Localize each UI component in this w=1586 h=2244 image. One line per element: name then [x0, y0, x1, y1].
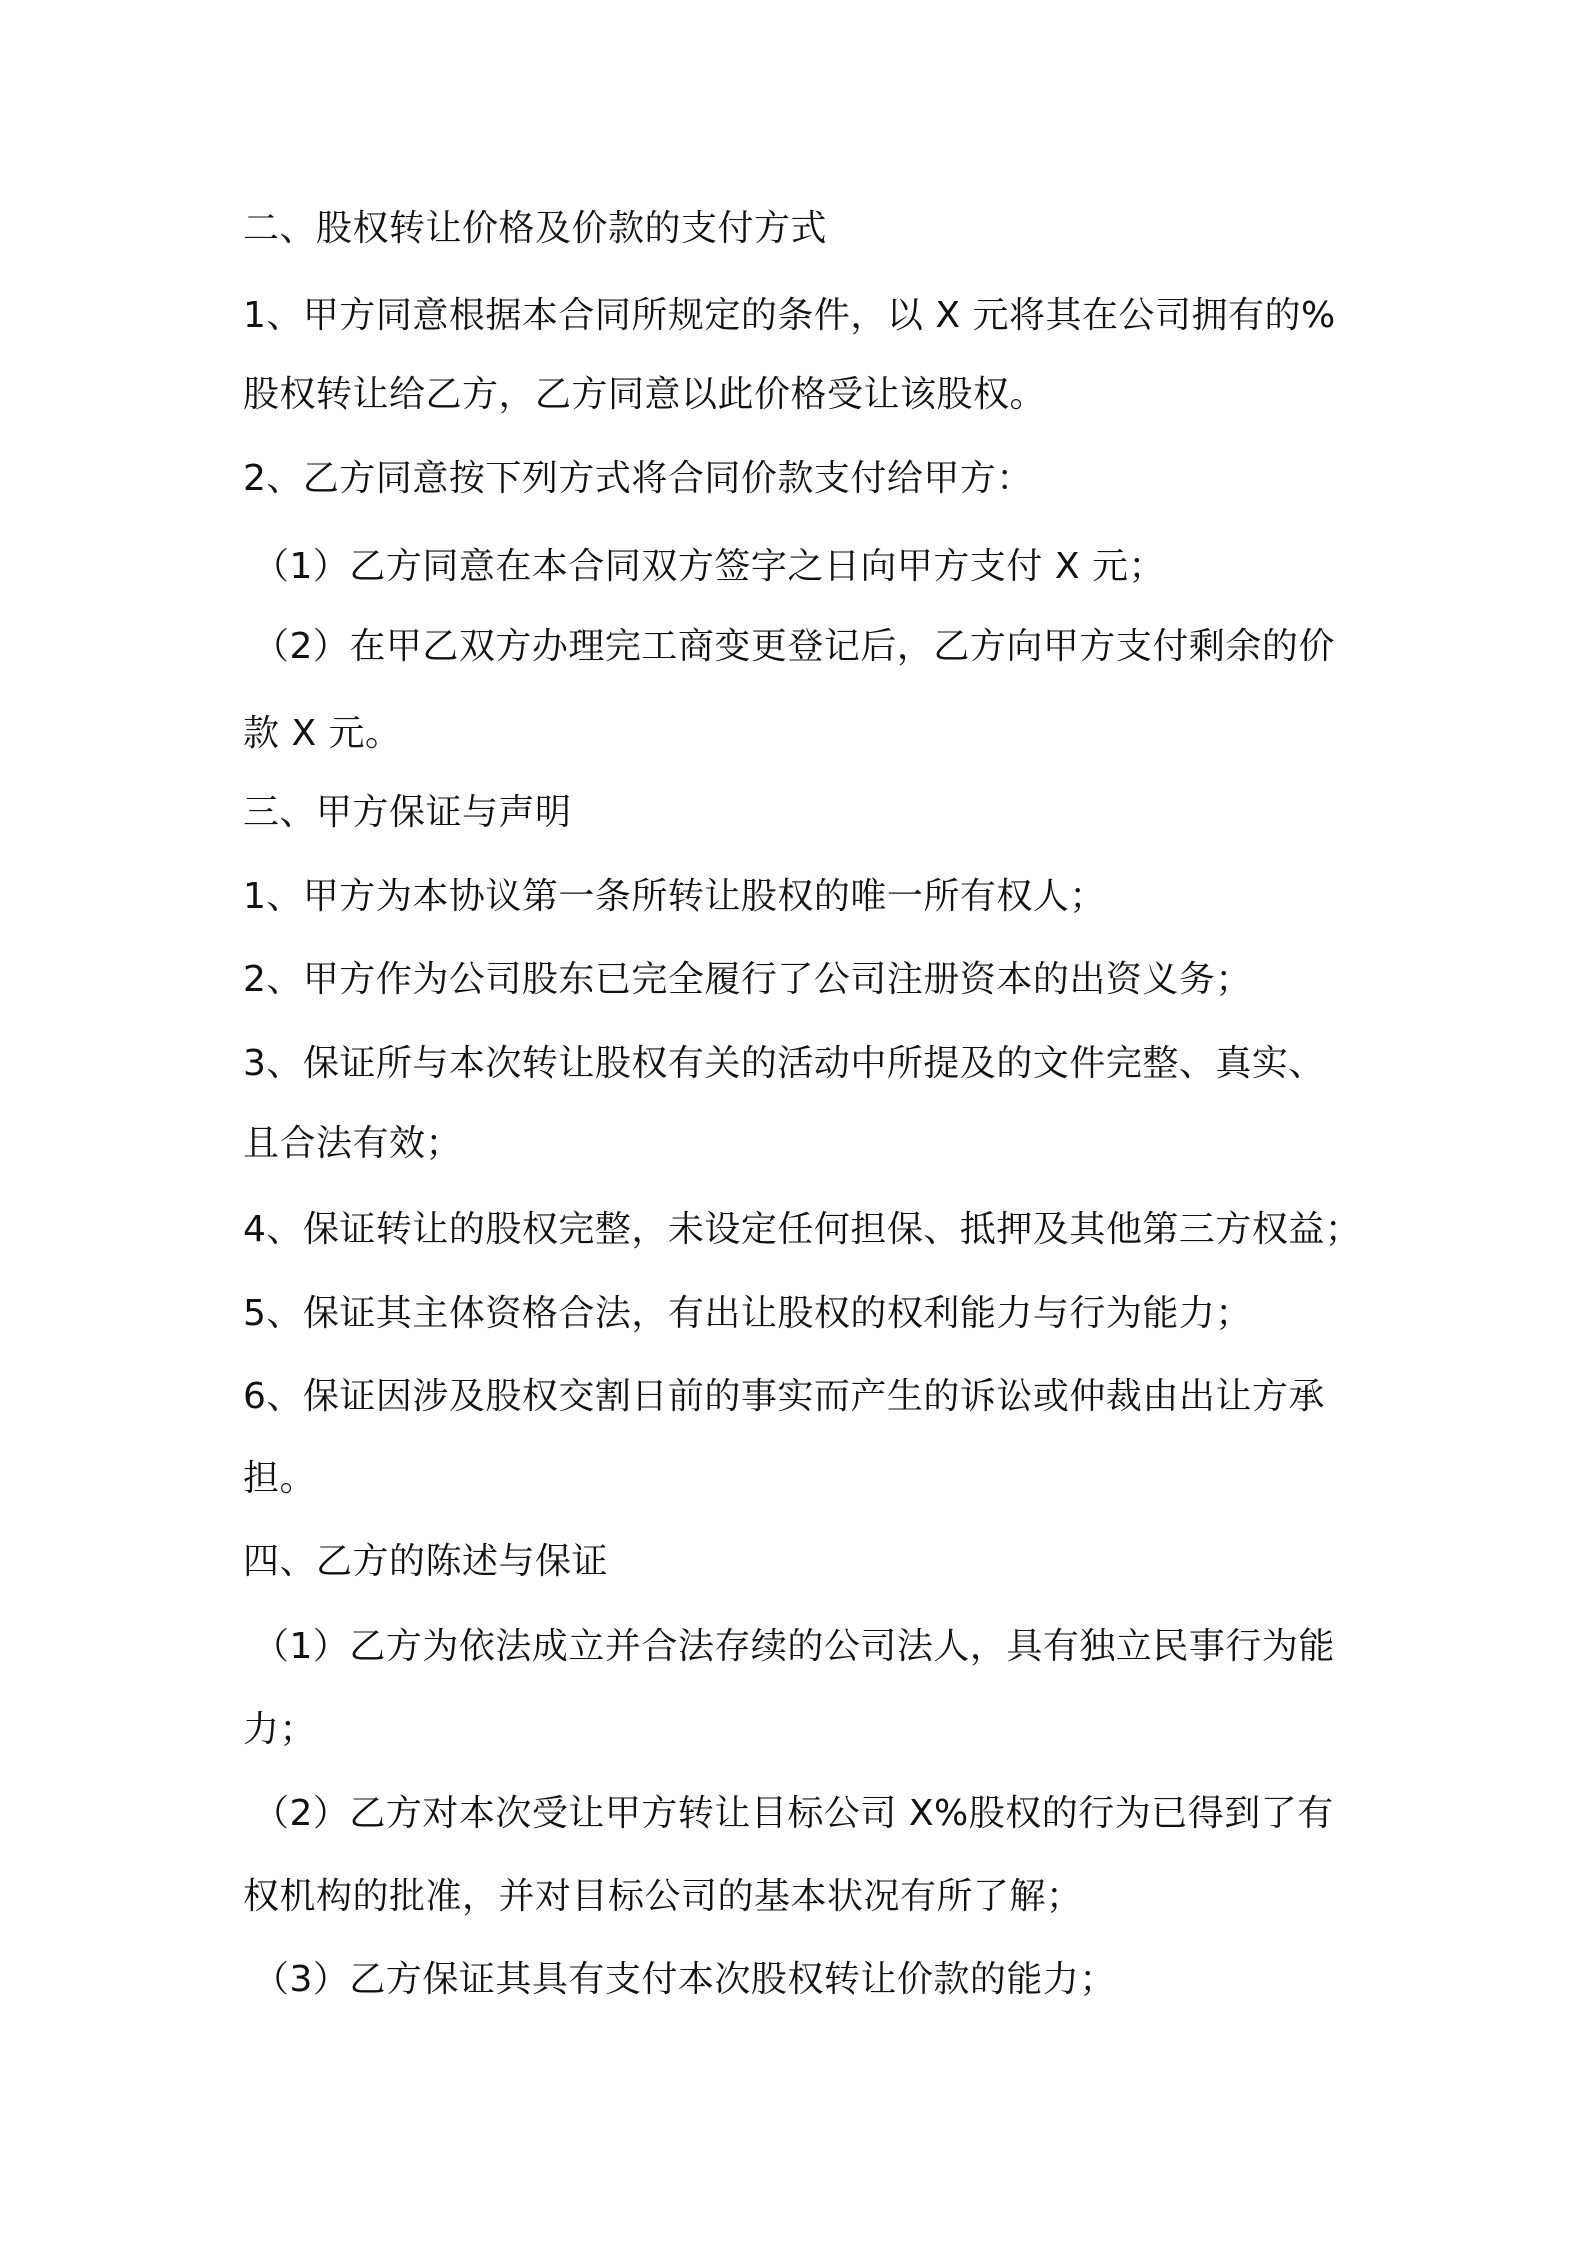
clause-3-3-line-1: 3、保证所与本次转让股权有关的活动中所提及的文件完整、真实、 [243, 1043, 1325, 1084]
clause-3-1: 1、甲方为本协议第一条所转让股权的唯一所有权人； [243, 876, 1106, 917]
clause-2-2-item-1: （1）乙方同意在本合同双方签字之日向甲方支付 X 元； [253, 546, 1165, 587]
clause-2-2: 2、乙方同意按下列方式将合同价款支付给甲方： [243, 458, 1033, 499]
clause-2-1-line-1: 1、甲方同意根据本合同所规定的条件，以 X 元将其在公司拥有的% [243, 295, 1336, 336]
clause-3-3-line-2: 且合法有效； [243, 1123, 463, 1164]
section-heading-4: 四、乙方的陈述与保证 [243, 1541, 609, 1582]
clause-3-2: 2、甲方作为公司股东已完全履行了公司注册资本的出资义务； [243, 959, 1252, 1000]
clause-4-item-1-line-2: 力； [243, 1709, 317, 1750]
clause-3-4: 4、保证转让的股权完整，未设定任何担保、抵押及其他第三方权益； [243, 1209, 1362, 1250]
clause-2-1-line-2: 股权转让给乙方，乙方同意以此价格受让该股权。 [243, 374, 1047, 415]
clause-4-item-2-line-1: （2）乙方对本次受让甲方转让目标公司 X%股权的行为已得到了有 [253, 1793, 1334, 1834]
clause-4-item-3: （3）乙方保证其具有支付本次股权转让价款的能力； [253, 1959, 1116, 2000]
clause-3-6-line-2: 担。 [243, 1458, 317, 1499]
section-heading-3: 三、甲方保证与声明 [243, 792, 572, 833]
clause-2-2-item-2-line-1: （2）在甲乙双方办理完工商变更登记后，乙方向甲方支付剩余的价 [253, 626, 1335, 667]
clause-3-6-line-1: 6、保证因涉及股权交割日前的事实而产生的诉讼或仲裁由出让方承 [243, 1376, 1325, 1417]
clause-4-item-2-line-2: 权机构的批准，并对目标公司的基本状况有所了解； [243, 1876, 1083, 1917]
section-heading-2: 二、股权转让价格及价款的支付方式 [243, 208, 828, 249]
clause-3-5: 5、保证其主体资格合法，有出让股权的权利能力与行为能力； [243, 1293, 1252, 1334]
clause-4-item-1-line-1: （1）乙方为依法成立并合法存续的公司法人，具有独立民事行为能 [253, 1626, 1335, 1667]
clause-2-2-item-2-line-2: 款 X 元。 [243, 713, 402, 754]
